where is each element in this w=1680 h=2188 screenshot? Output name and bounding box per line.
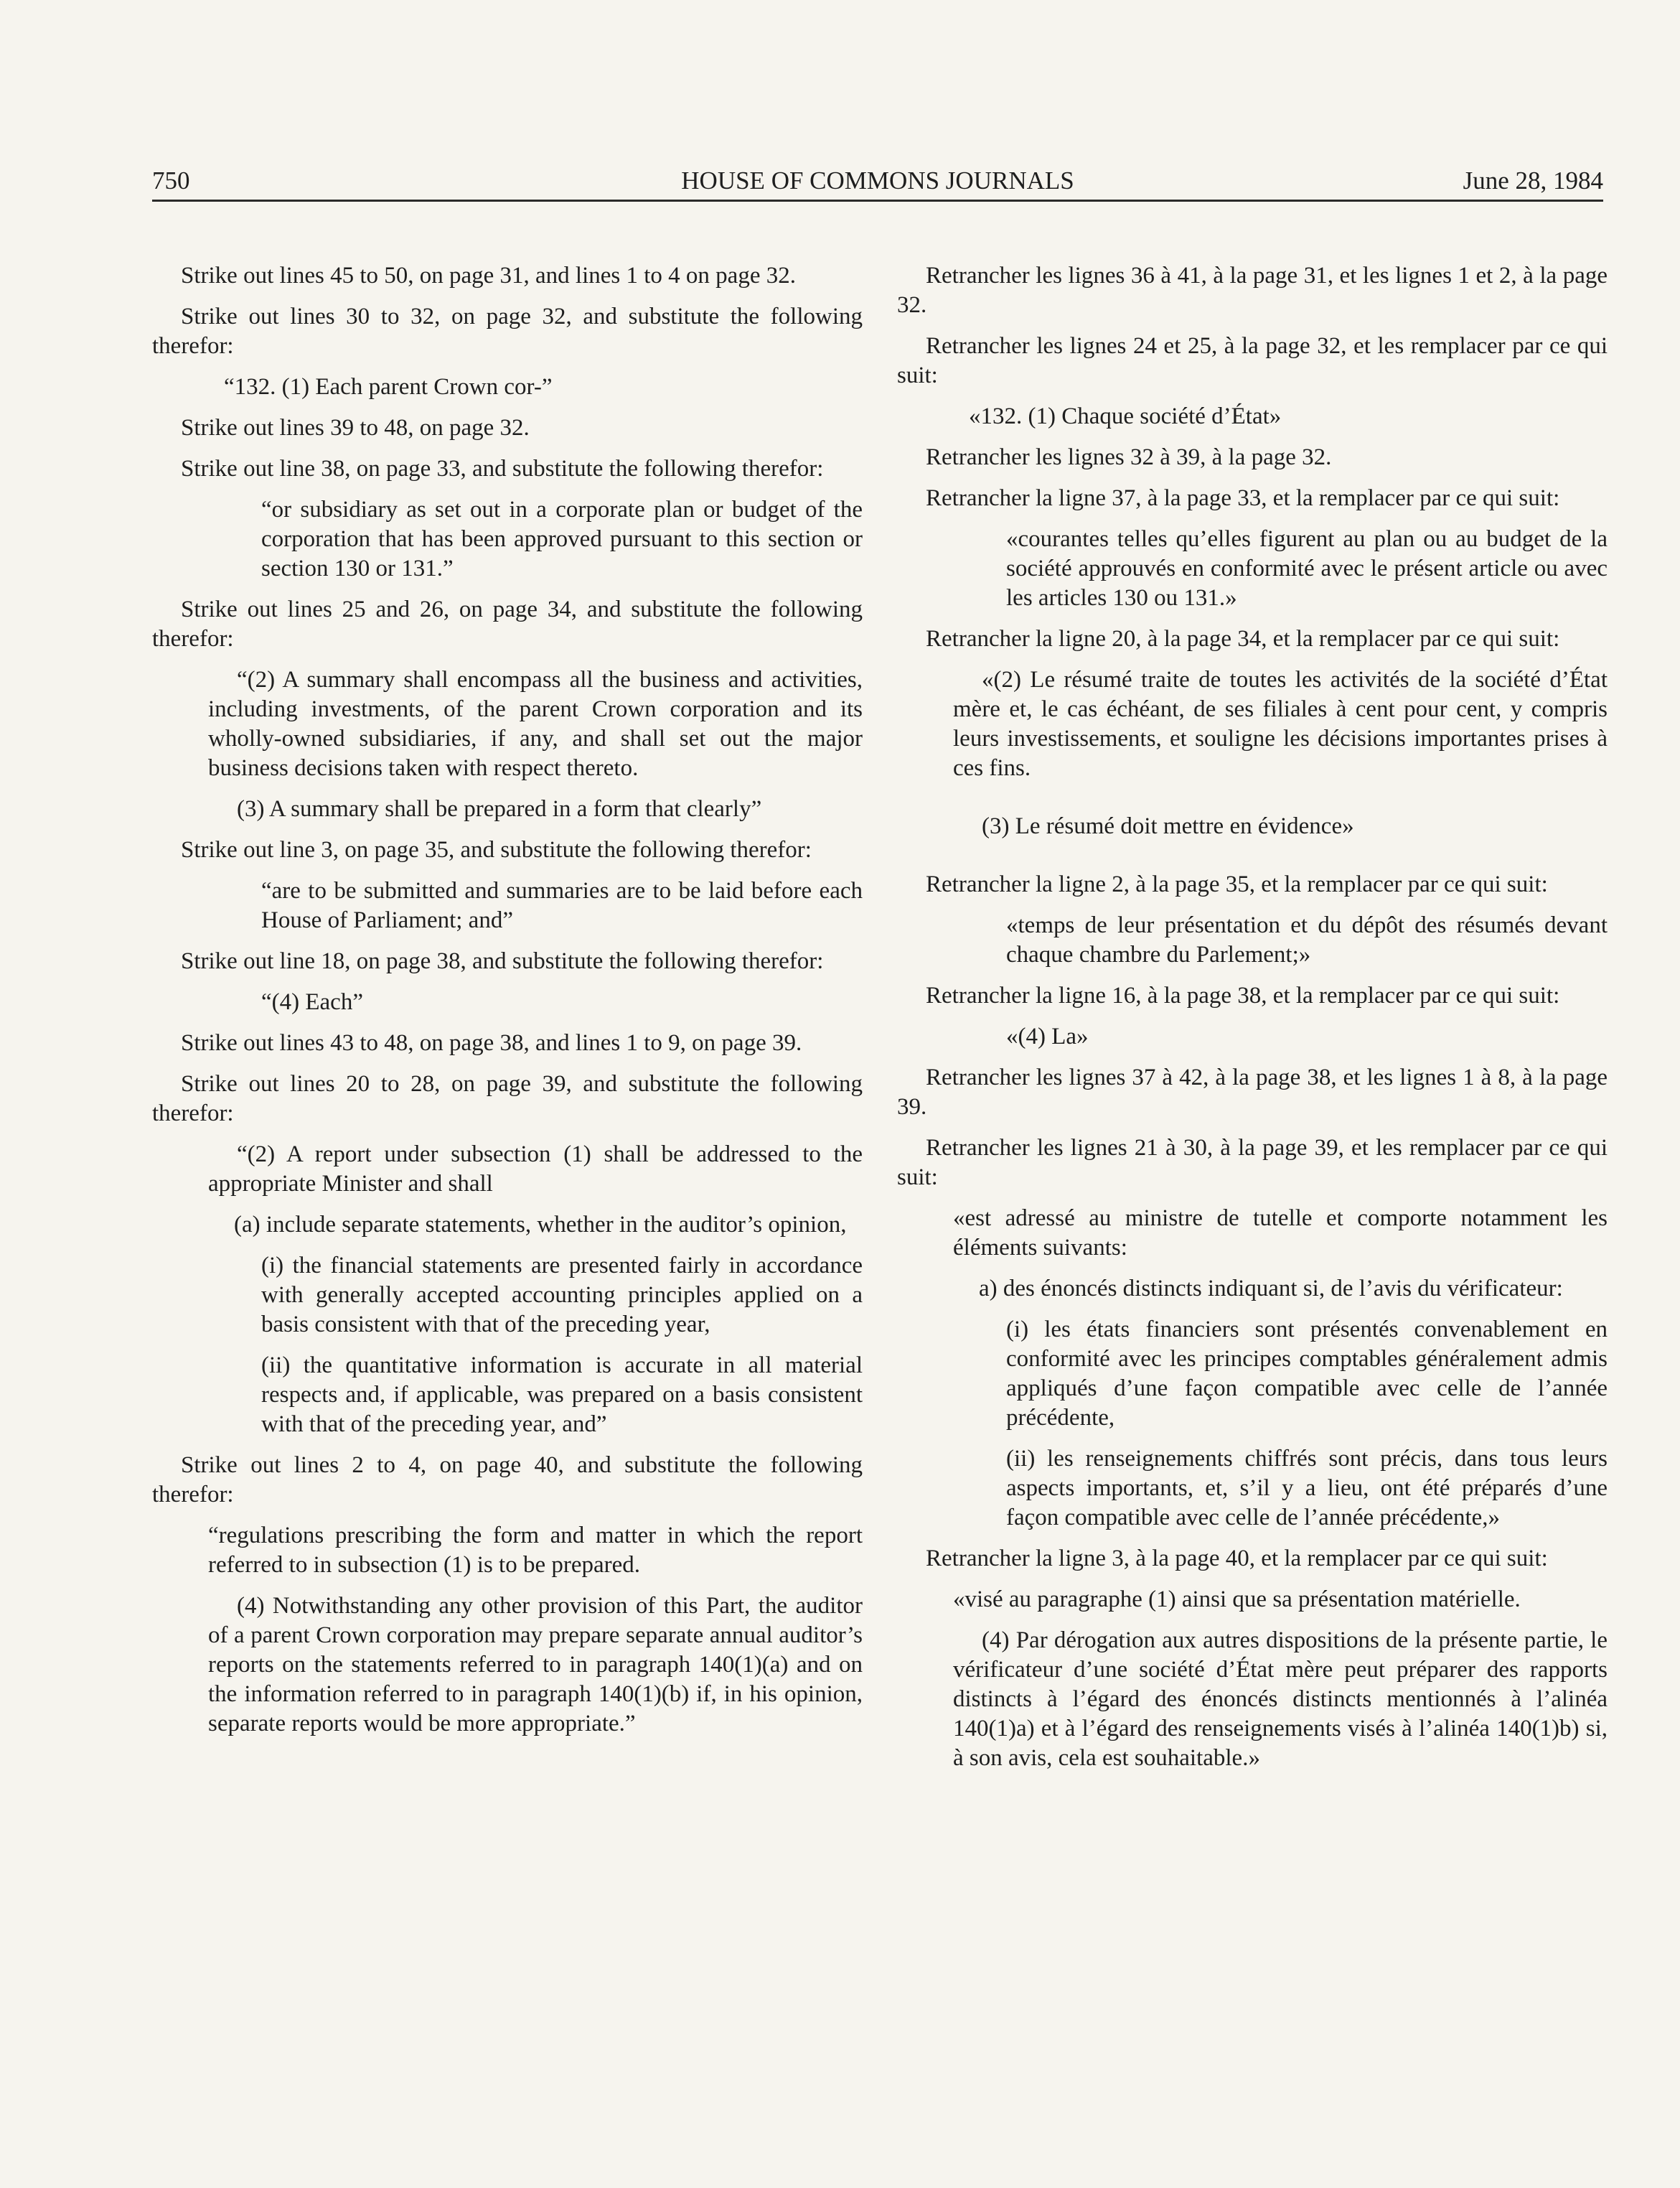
quoted-amendment: “(2) A report under subsection (1) shall be addressed to the appropriate Minister and shall	[208, 1141, 863, 1197]
quoted-amendment: (4) Notwithstanding any other provision of this Part, the auditor of a parent Crown corporation may prepare separate annual auditor’s reports on the statements referred to in paragraph 140(1)(a) and on the information referred to in paragraph 140(1)(b) if, in his opinion, separate reports would be more appropriate.”	[208, 1593, 863, 1736]
french-column	[897, 261, 1608, 1785]
quoted-amendment: (3) Le résumé doit mettre en évidence»	[982, 813, 1354, 839]
instruction-paragraph: Retrancher les lignes 24 et 25, à la page 32, et les remplacer par ce qui suit:	[897, 333, 1608, 388]
instruction-paragraph: Strike out lines 39 to 48, on page 32.	[181, 415, 530, 441]
instruction-paragraph: Strike out line 18, on page 38, and substitute the following therefor:	[181, 948, 824, 974]
quoted-subparagraph: (i) les états financiers sont présentés convenablement en conformité avec les principes comptables généralement admis appliqués d’une façon compatible avec celle de l’année précédente,	[1006, 1317, 1608, 1431]
quoted-subparagraph: (a) include separate statements, whether in the auditor’s opinion,	[234, 1212, 847, 1238]
instruction-paragraph: Strike out lines 2 to 4, on page 40, and substitute the following therefor:	[152, 1452, 863, 1507]
instruction-paragraph: Retrancher les lignes 21 à 30, à la page 39, et les remplacer par ce qui suit:	[897, 1135, 1608, 1190]
quoted-amendment: «132. (1) Chaque société d’État»	[969, 403, 1282, 429]
instruction-paragraph: Retrancher la ligne 37, à la page 33, et la remplacer par ce qui suit:	[926, 485, 1560, 511]
header-rule	[152, 200, 1603, 202]
quoted-amendment: “regulations prescribing the form and matter in which the report referred to in subsection (1) is to be prepared.	[208, 1523, 863, 1578]
quoted-amendment: «(2) Le résumé traite de toutes les activités de la société d’État mère et, le cas échéant, de ses filiales à cent pour cent, y compris leurs investissements, et souligne les décisions importantes prises à ces fins.	[953, 667, 1608, 781]
english-column	[152, 261, 863, 1750]
instruction-paragraph: Retrancher les lignes 37 à 42, à la page 38, et les lignes 1 à 8, à la page 39.	[897, 1065, 1608, 1120]
instruction-paragraph: Strike out lines 20 to 28, on page 39, and substitute the following therefor:	[152, 1071, 863, 1126]
instruction-paragraph: Strike out lines 30 to 32, on page 32, and substitute the following therefor:	[152, 304, 863, 359]
instruction-paragraph: Strike out line 3, on page 35, and substitute the following therefor:	[181, 837, 812, 863]
quoted-amendment: “(4) Each”	[261, 989, 363, 1015]
quoted-amendment: “(2) A summary shall encompass all the business and activities, including investments, of the parent Crown corporation and its wholly-owned subsidiaries, if any, and shall set out the major business decisions taken with respect thereto.	[208, 667, 863, 781]
quoted-amendment: (4) Par dérogation aux autres dispositions de la présente partie, le vérificateur d’une société d’État mère peut préparer des rapports distincts à l’égard des énoncés distincts mentionnés à l’alinéa 140(1)a) et à l’égard des renseignements visés à l’alinéa 140(1)b) si, à son avis, cela est souhaitable.»	[953, 1627, 1608, 1771]
quoted-amendment: “132. (1) Each parent Crown cor-”	[224, 374, 553, 400]
instruction-paragraph: Strike out lines 43 to 48, on page 38, and lines 1 to 9, on page 39.	[181, 1030, 802, 1056]
quoted-subparagraph: (ii) the quantitative information is accurate in all material respects and, if applicable, was prepared on a basis consistent with that of the preceding year, and”	[261, 1352, 863, 1437]
quoted-subparagraph: (ii) les renseignements chiffrés sont précis, dans tous leurs aspects importants, et, s’il y a lieu, ont été préparés d’une façon compatible avec celle de l’année précédente,»	[1006, 1446, 1608, 1530]
quoted-amendment: “or subsidiary as set out in a corporate plan or budget of the corporation that has been approved pursuant to this section or section 130 or 131.”	[261, 497, 863, 581]
instruction-paragraph: Strike out line 38, on page 33, and substitute the following therefor:	[181, 456, 824, 482]
quoted-amendment: «temps de leur présentation et du dépôt des résumés devant chaque chambre du Parlement;»	[1006, 912, 1608, 968]
instruction-paragraph: Retrancher la ligne 2, à la page 35, et la remplacer par ce qui suit:	[926, 871, 1548, 897]
instruction-paragraph: Retrancher la ligne 3, à la page 40, et la remplacer par ce qui suit:	[926, 1546, 1548, 1571]
page-header	[152, 162, 1603, 200]
instruction-paragraph: Retrancher la ligne 20, à la page 34, et la remplacer par ce qui suit:	[926, 626, 1560, 652]
journal-title: HOUSE OF COMMONS JOURNALS	[681, 167, 1074, 195]
quoted-subparagraph: a) des énoncés distincts indiquant si, de l’avis du vérificateur:	[979, 1276, 1563, 1301]
quoted-amendment: «est adressé au ministre de tutelle et comporte notamment les éléments suivants:	[953, 1205, 1608, 1261]
instruction-paragraph: Retrancher la ligne 16, à la page 38, et la remplacer par ce qui suit:	[926, 983, 1560, 1009]
instruction-paragraph: Retrancher les lignes 36 à 41, à la page 31, et les lignes 1 et 2, à la page 32.	[897, 263, 1608, 318]
journal-date: June 28, 1984	[1463, 167, 1603, 195]
instruction-paragraph: Retrancher les lignes 32 à 39, à la page 32.	[926, 444, 1332, 470]
instruction-paragraph: Strike out lines 25 and 26, on page 34, and substitute the following therefor:	[152, 597, 863, 652]
quoted-subparagraph: (i) the financial statements are presented fairly in accordance with generally accepted accounting principles applied on a basis consistent with that of the preceding year,	[261, 1253, 863, 1337]
page-number: 750	[152, 167, 190, 195]
quoted-amendment: (3) A summary shall be prepared in a form that clearly”	[237, 796, 762, 822]
quoted-amendment: «courantes telles qu’elles figurent au plan ou au budget de la société approuvés en conformité avec le présent article ou avec les articles 130 ou 131.»	[1006, 526, 1608, 611]
instruction-paragraph: Strike out lines 45 to 50, on page 31, and lines 1 to 4 on page 32.	[181, 263, 796, 289]
quoted-amendment: “are to be submitted and summaries are to be laid before each House of Parliament; and”	[261, 878, 863, 933]
quoted-amendment: «(4) La»	[1006, 1024, 1089, 1049]
quoted-amendment: «visé au paragraphe (1) ainsi que sa présentation matérielle.	[953, 1586, 1521, 1612]
